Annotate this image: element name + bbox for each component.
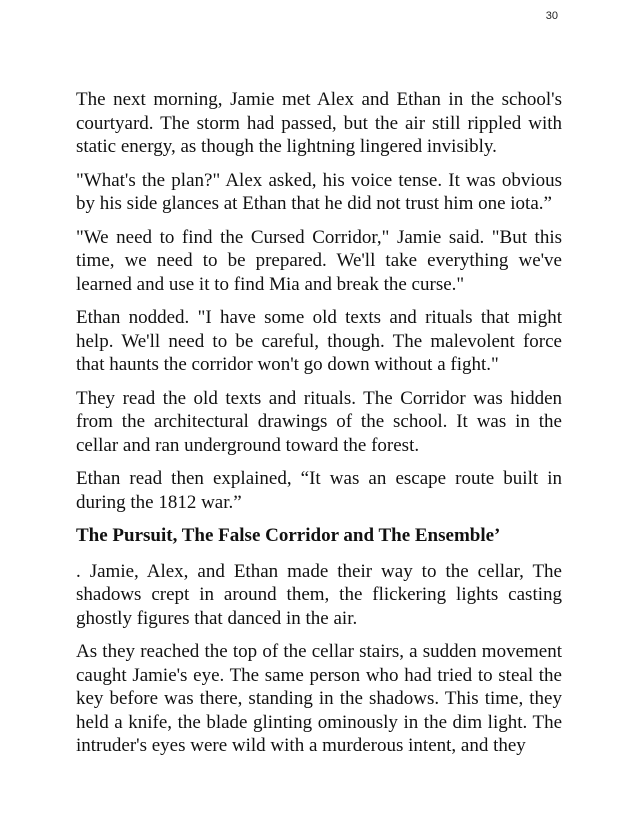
paragraph: The next morning, Jamie met Alex and Ethan in the school's courtyard. The storm had passed, but the air still rippled with static energy, as though the lightning lingered invisibly. [76,89,562,157]
paragraph: "What's the plan?" Alex asked, his voice tense. It was obvious by his side glances at Ethan that he did not trust him one iota.” [76,169,562,214]
paragraph: . Jamie, Alex, and Ethan made their way to the cellar, The shadows crept in around them, the flickering lights casting ghostly figures that danced in the air. [76,560,562,629]
paragraph: They read the old texts and rituals. The Corridor was hidden from the architectural drawings of the school. It was in the cellar and ran underground toward the forest. [76,387,562,456]
section-heading: The Pursuit, The False Corridor and The Ensemble’ [76,525,501,546]
paragraph: As they reached the top of the cellar stairs, a sudden movement caught Jamie's eye. The same person who had tried to steal the key before was there, standing in the shadows. This time, they held a knife, the blade glinting ominously in the dim light. The intruder's eyes were wild with a murderous intent, and they [76,641,562,756]
paragraph: Ethan nodded. "I have some old texts and rituals that might help. We'll need to be careful, though. The malevolent force that haunts the corridor won't go down without a fight." [76,307,562,375]
paragraph: Ethan read then explained, “It was an escape route built in during the 1812 war.” [76,468,562,513]
document-body [76,88,562,768]
page-number: 30 [545,10,558,22]
paragraph: "We need to find the Cursed Corridor," Jamie said. "But this time, we need to be prepared. We'll take everything we've learned and use it to find Mia and break the curse." [76,226,562,295]
